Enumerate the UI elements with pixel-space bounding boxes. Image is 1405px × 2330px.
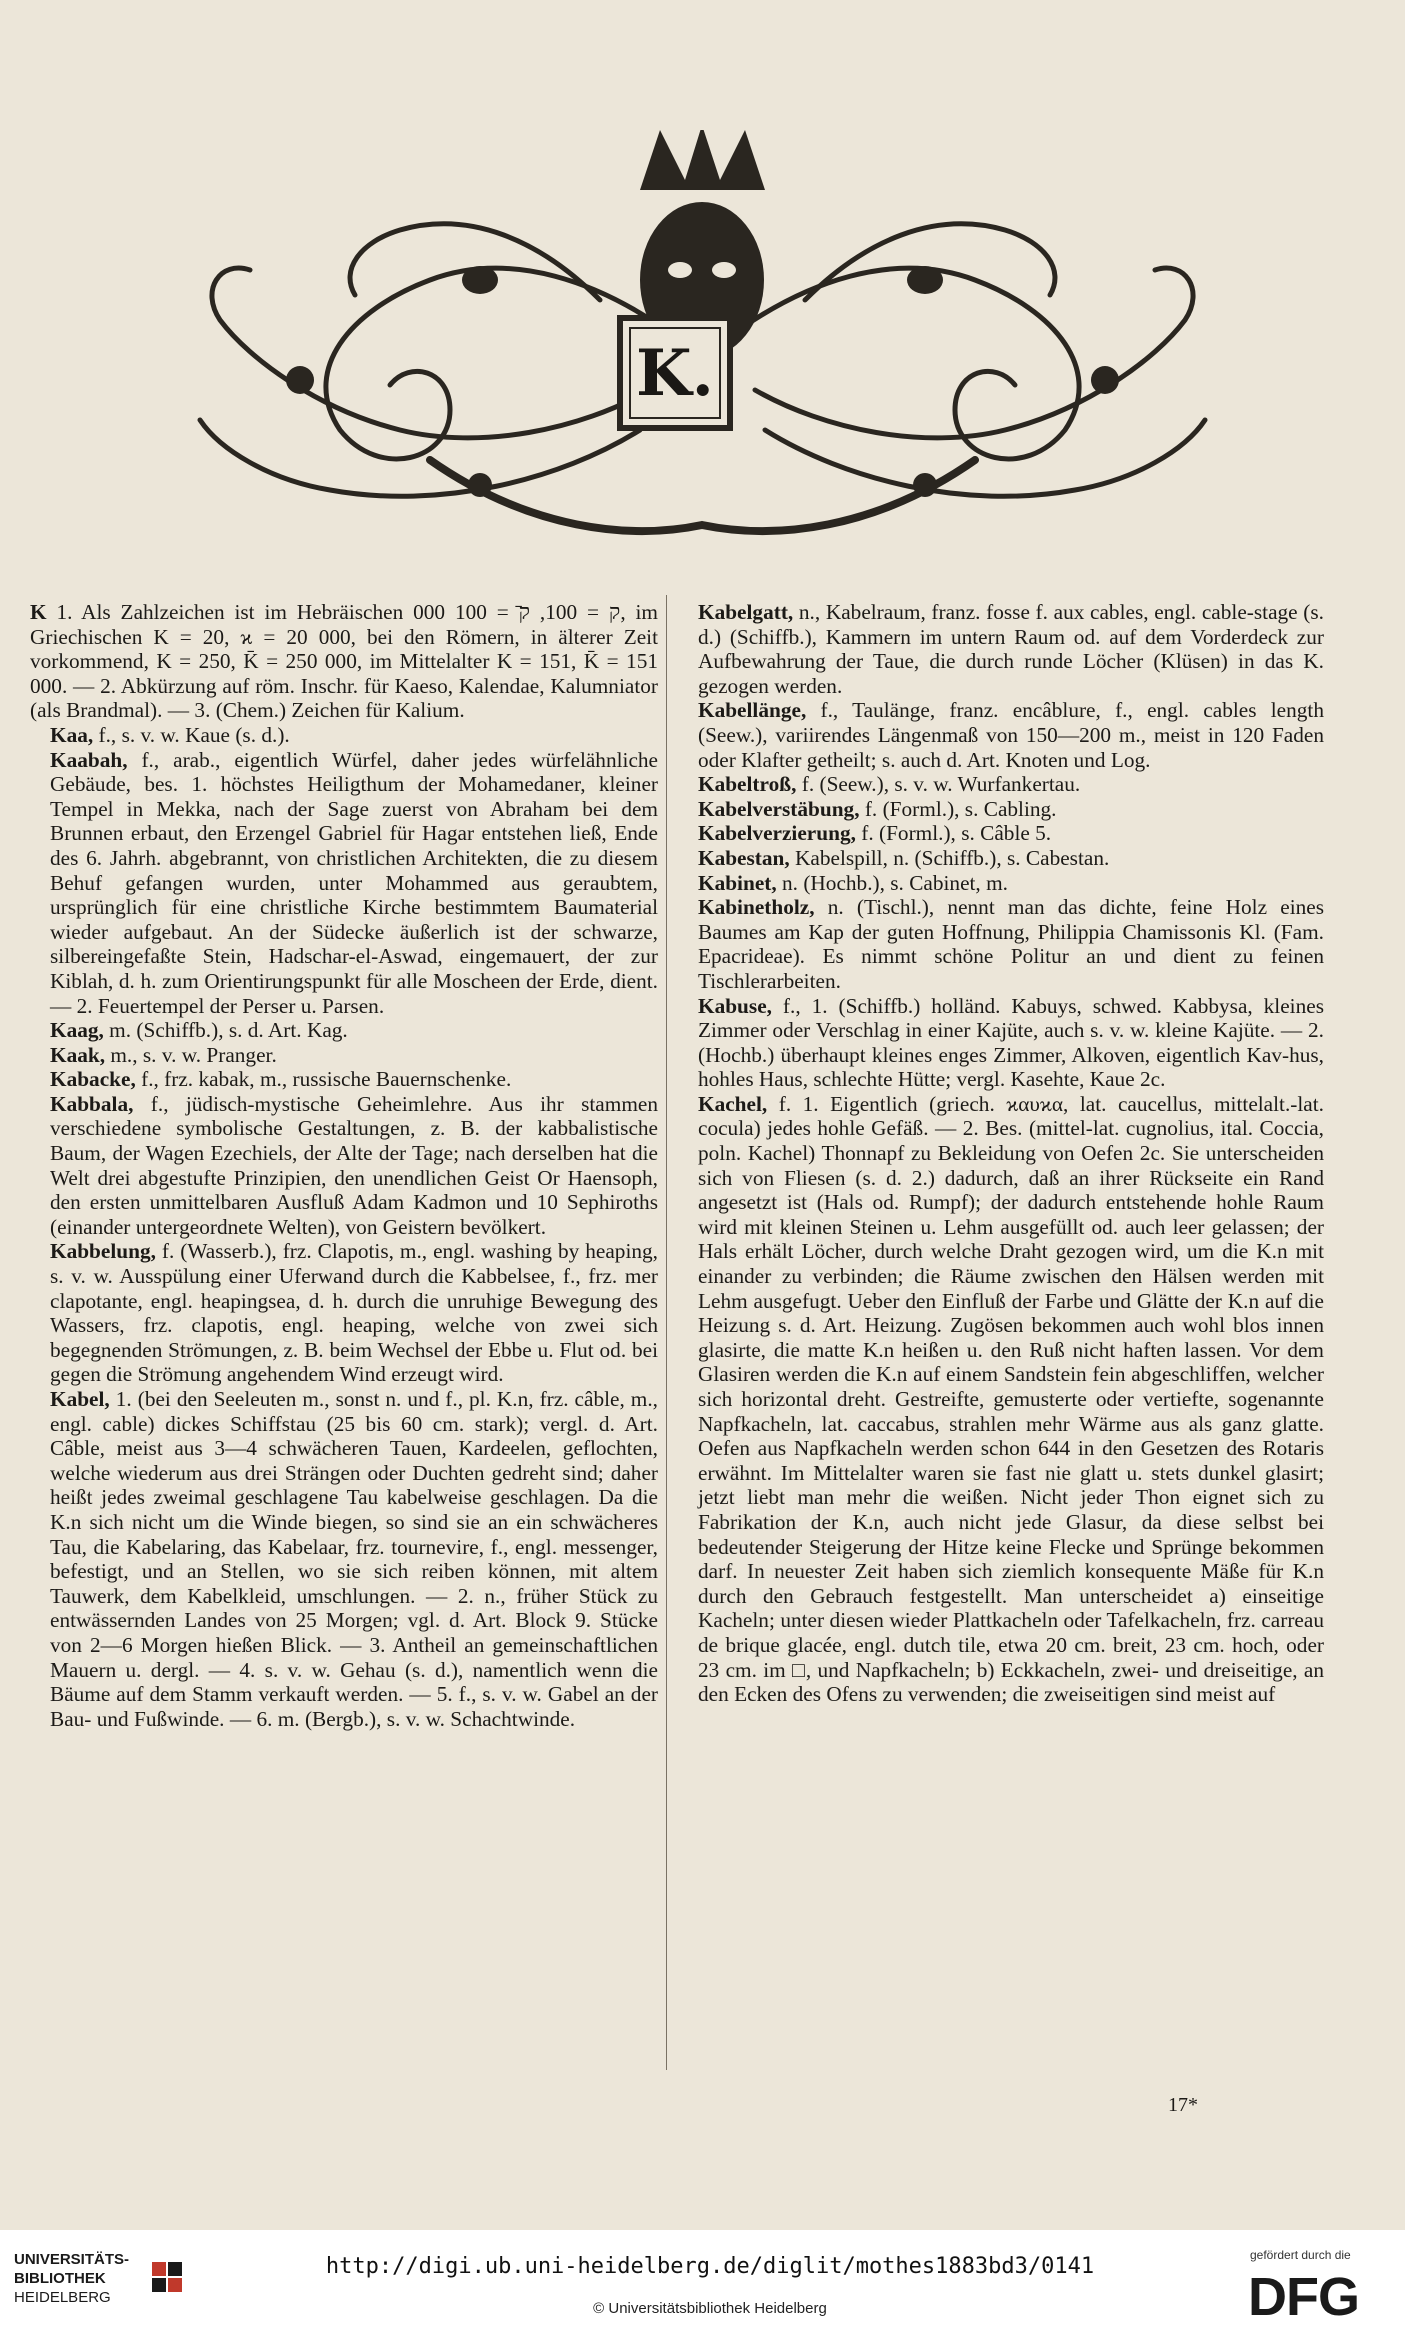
headword: Kaag, xyxy=(50,1018,104,1043)
entry xyxy=(30,1067,658,1092)
entry-text: f., frz. kabak, m., russische Bauernschenke. xyxy=(135,1067,512,1092)
right-column xyxy=(678,600,1324,1707)
headword: Kabuse, xyxy=(698,993,772,1018)
headword: Kabellänge, xyxy=(698,698,807,723)
entry-text: Kabelspill, n. (Schiffb.), s. Cabestan. xyxy=(789,845,1110,870)
entry xyxy=(678,895,1324,993)
entry xyxy=(30,1018,658,1043)
entry xyxy=(30,600,658,723)
left-column xyxy=(30,600,658,1731)
entry xyxy=(678,871,1324,896)
headword: Kabacke, xyxy=(50,1067,136,1092)
headword: Kabbelung, xyxy=(50,1239,156,1264)
headword: Kabeltroß, xyxy=(698,772,797,797)
entry-text: f. (Forml.), s. Cabling. xyxy=(859,796,1057,821)
library-name-line: HEIDELBERG xyxy=(14,2289,111,2306)
entry-text: f., jüdisch-mystische Geheimlehre. Aus ihr stammen verschiedene symbolische Gestaltungen, z. B. der kabbalistische Baum, der Wagen Ezechiels, der Alte der Tage; nach derselben hat die Welt drei abgestufte Prinzipien, den unendlichen Geist Or Haensoph, den ersten unmittelbaren Ausfluß Adam Kadmon und 10 Sephiroths (einander untergeordnete Welten), von Geistern bevölkert. xyxy=(50,1091,658,1239)
column-divider xyxy=(666,595,667,2070)
entry-text: f. (Seew.), s. v. w. Wurfankertau. xyxy=(796,772,1081,797)
document-url-link[interactable]: http://digi.ub.uni-heidelberg.de/diglit/mothes1883bd3/0141 xyxy=(325,2254,1095,2279)
entry xyxy=(678,821,1324,846)
entry-text: 1. Als Zahlzeichen ist im Hebräischen ק = 100, ק̄ = 100 000, im Griechischen K = 20, ϰ = 20 000, bei den Römern, in älterer Zeit vorkommend, K = 250, K̄ = 250 000, im Mittelalter K = 151, K̄ = 151 000. — 2. Abkürzung auf röm. Inschr. für Kaeso, Kalendae, Kalumniator (als Brandmal). — 3. (Chem.) Zeichen für Kalium. xyxy=(30,600,658,723)
copyright-notice: © Universitätsbibliothek Heidelberg xyxy=(593,2300,827,2317)
entry-text: f., Taulänge, franz. encâblure, f., engl. cables length (Seew.), variirendes Längenmaß von 150—200 m., meist in 120 Faden oder Klafter getheilt; s. auch d. Art. Knoten und Log. xyxy=(698,698,1324,772)
headword: Kabel, xyxy=(50,1387,110,1411)
entry-text: f. (Wasserb.), frz. Clapotis, m., engl. washing by heaping, s. v. w. Ausspülung einer Uferwand durch die Kabbelsee, f., frz. mer clapotante, engl. heapingsea, d. h. durch die unruhige Bewegung des Wassers, frz. clapotis, engl. heaping, welche von zwei sich begegnenden Strömungen, z. B. beim Wechsel der Ebbe u. Flut od. bei gegen die Strömung angehendem Wind erzeugt wird. xyxy=(50,1239,658,1387)
entry xyxy=(678,797,1324,822)
library-name-line: UNIVERSITÄTS- xyxy=(14,2251,130,2268)
entry-text: f., s. v. w. Kaue (s. d.). xyxy=(93,722,290,747)
library-logo[interactable] xyxy=(14,2250,154,2314)
entry-text: n. (Hochb.), s. Cabinet, m. xyxy=(776,870,1008,895)
entry xyxy=(30,1043,658,1068)
headword: Kaak, xyxy=(50,1042,106,1067)
headword: Kachel, xyxy=(698,1091,768,1116)
entry xyxy=(678,994,1324,1092)
entry-text: f., 1. (Schiffb.) holländ. Kabuys, schwed. Kabbysa, kleines Zimmer oder Verschlag in einer Kajüte, auch s. v. w. kleine Kajüte. — 2. (Hochb.) überhaupt kleines enges Zimmer, Alkoven, eigentlich Kav-hus, hohles Haus, schlechte Hütte; vergl. Kasehte, Kaue 2c. xyxy=(698,993,1324,1092)
library-name-line: BIBLIOTHEK xyxy=(14,2270,106,2287)
entry xyxy=(30,1387,658,1731)
entry xyxy=(678,772,1324,797)
entry xyxy=(30,723,658,748)
headword: Kabelgatt, xyxy=(698,600,794,624)
headword: Kabinet, xyxy=(698,870,777,895)
entry-text: 1. (bei den Seeleuten m., sonst n. und f., pl. K.n, frz. câble, m., engl. cable) dickes Schiffstau (25 bis 60 cm. stark); vergl. d. Art. Câble, meist aus 3—4 schwächeren Tauen, Kardeelen, geflochten, welche wiederum aus drei Strängen oder Duchten gedreht sind; daher heißt jedes zweimal geschlagene Tau kabelweise geschlagen. Da die K.n sich nicht um die Winde biegen, so sind sie an ein schwächeres Tau, die Kabelaring, das Kabelaar, frz. tournevire, f., engl. messenger, befestigt, und an Stellen, wo sie sich reiben können, mit altem Tauwerk, dem Kabelkleid, umschlungen. — 2. n., früher Stück zu entwässernden Landes von 25 Morgen; vgl. d. Art. Block 9. Stücke von 2—6 Morgen hießen Blick. — 3. Antheil an gemeinschaftlichen Mauern u. dergl. — 4. s. v. w. Gehau (s. d.), namentlich wenn die Bäume auf dem Stamm verkauft werden. — 5. f., s. v. w. Gabel an der Bau- und Fußwinde. — 6. m. (Bergb.), s. v. w. Schachtwinde. xyxy=(50,1387,658,1731)
entry xyxy=(678,1092,1324,1707)
headword: Kaa, xyxy=(50,722,94,747)
entry xyxy=(678,600,1324,698)
library-emblem-icon xyxy=(146,2256,194,2300)
headword: Kabbala, xyxy=(50,1091,134,1116)
entry-text: m. (Schiffb.), s. d. Art. Kag. xyxy=(103,1018,348,1043)
headword: Kabinetholz, xyxy=(698,895,815,920)
headword: K xyxy=(30,600,47,624)
entry-text: f., arab., eigentlich Würfel, daher jedes würfelähnliche Gebäude, bes. 1. höchstes Heiligthum der Mohamedaner, kleiner Tempel in Mekka, nach der Sage zuerst von Abraham bei dem Brunnen erbaut, den Erzengel Gabriel für Hagar entstehen ließ, Ende des 6. Jahrh. abgebrannt, von christlichen Architekten, die zu diesem Behuf gefangen wurden, unter Mohammed aus geraubtem, ursprünglich für eine christliche Kirche bestimmtem Baumaterial wieder aufgebaut. An der Südecke äußerlich ist der schwarze, silbereingefaßte Stein, Hadschar-el-Aswad, eingemauert, der zur Kiblah, d. h. zum Orientirungspunkt für alle Moscheen der Erde, dient. — 2. Feuertempel der Perser u. Parsen. xyxy=(50,747,658,1018)
entry-text: f. 1. Eigentlich (griech. ϰαυϰα, lat. caucellus, mittelalt.-lat. cocula) jedes hohle Gefäß. — 2. Bes. (mittel-lat. cugnolius, ital. Coccia, poln. Kachel) Thonnapf zu Bekleidung von Oefen 2c. Sie unterscheiden sich von Fliesen (s. d. 2.) dadurch, daß an ihrer Rückseite ein Rand angesetzt ist (Hals od. Rumpf); der dadurch entstehende hohle Raum wird mit kleinen Steinen u. Lehm ausgefüllt od. auch leer gelassen; der Hals erhält Löcher, durch welche Draht gezogen wird, um die K.n mit einander zu verbinden; die Räume zwischen den Hälsen werden mit Lehm ausgefugt. Ueber den Einfluß der Farbe und Glätte der K.n auf die Heizung s. d. Art. Heizung. Zugösen bekommen auch wohl blos innen glasirte, die matte K.n heißen u. den Ruß nicht haften lassen. Vor dem Glasiren werden die K.n auf einem Sandstein fein abgeschliffen, welcher sich horizontal dreht. Gestreifte, gemusterte oder vertiefte, sogenannte Napfkacheln, lat. caccabus, strahlen mehr Wärme aus als ganz glatte. Oefen aus Napfkacheln werden schon 644 in den Gesetzen des Rotaris erwähnt. Im Mittelalter waren sie fast nie glatt u. stets dunkel glasirt; jetzt liebt man mehr die weißen. Nicht jeder Thon eignet sich zu Fabrikation der K.n, auch nicht jede Glasur, da diese selbst bei bedeutender Steigerung der Hitze keine Flecke und Sprünge bekommen darf. In neuester Zeit haben sich ziemlich konsequente Mäße für K.n durch den Gebrauch festgestellt. Man unterscheidet a) einseitige Kacheln; unter diesen wieder Plattkacheln oder Tafelkacheln, frz. carreau de brique glacée, engl. dutch tile, etwa 20 cm. breit, 23 cm. hoch, oder 23 cm. im □, und Napfkacheln; b) Eckkacheln, zwei- und dreiseitige, an den Ecken des Ofens zu verwenden; die zweiseitigen sind meist auf xyxy=(698,1091,1324,1707)
entry xyxy=(30,1239,658,1387)
entry xyxy=(30,1092,658,1240)
headword: Kabelverzierung, xyxy=(698,821,856,846)
headword: Kaabah, xyxy=(50,747,128,772)
entry xyxy=(30,748,658,1019)
page-signature: 17* xyxy=(1168,2094,1198,2116)
entry-text: m., s. v. w. Pranger. xyxy=(105,1042,277,1067)
entry xyxy=(678,698,1324,772)
entry-text: n., Kabelraum, franz. fosse f. aux cables, engl. cable-stage (s. d.) (Schiffb.), Kammern im untern Raum od. auf dem Vorderdeck zur Aufbewahrung der Taue, die durch runde Löcher (Klüsen) in das K. gezogen werden. xyxy=(698,600,1324,698)
headword: Kabestan, xyxy=(698,845,790,870)
entry-text: f. (Forml.), s. Câble 5. xyxy=(855,821,1052,846)
dfg-logo[interactable]: DFG xyxy=(1248,2267,1359,2327)
footer-bar xyxy=(0,2230,1405,2330)
entry xyxy=(678,846,1324,871)
entry-text: n. (Tischl.), nennt man das dichte, feine Holz eines Baumes am Kap der guten Hoffnung, Philippia Chamissonis Kl. (Fam. Epacrideae). Es nimmt schöne Politur an und dient zu feinen Tischlerarbeiten. xyxy=(698,895,1324,993)
funded-by-label: gefördert durch die xyxy=(1250,2248,1351,2262)
initial-letter: K. xyxy=(636,335,714,411)
headword: Kabelverstäbung, xyxy=(698,796,860,821)
